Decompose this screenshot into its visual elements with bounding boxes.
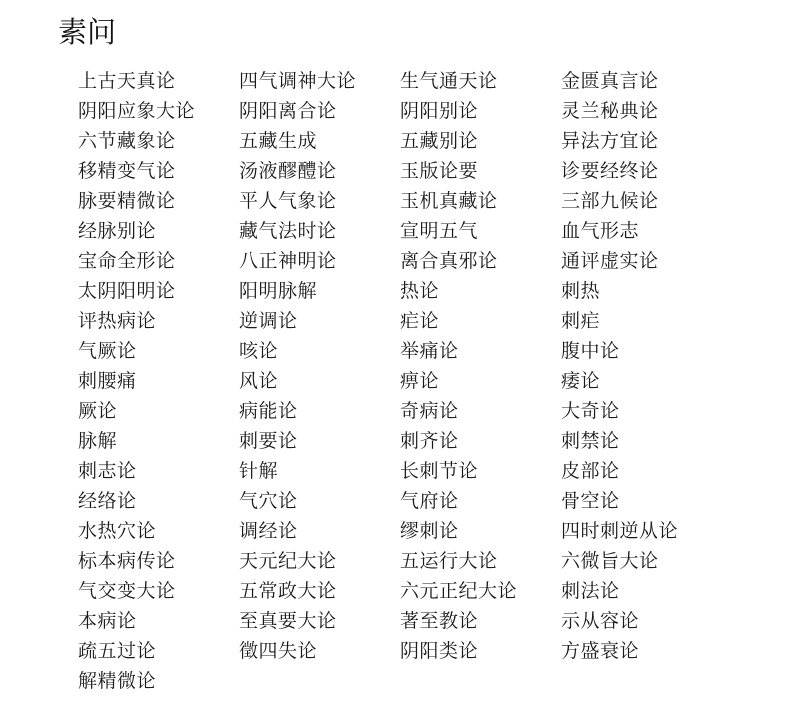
chapter-item: 移精变气论 [78,160,176,182]
chapter-item: 刺齐论 [400,430,459,452]
chapter-item: 长刺节论 [400,460,479,482]
chapter-item: 标本病传论 [78,550,176,572]
chapter-item: 调经论 [239,520,298,542]
chapter-item: 评热病论 [78,310,157,332]
chapter-item: 咳论 [239,340,279,362]
chapter-item: 异法方宜论 [561,130,659,152]
chapter-item: 经络论 [78,490,137,512]
chapter-item: 解精微论 [78,670,157,692]
chapter-item: 金匮真言论 [561,70,659,92]
chapter-item: 气府论 [400,490,459,512]
chapter-item: 针解 [239,460,279,482]
chapter-item: 宣明五气 [400,220,479,242]
chapter-item: 玉机真藏论 [400,190,498,212]
chapter-item: 诊要经终论 [561,160,659,182]
chapter-item: 阴阳类论 [400,640,479,662]
chapter-item: 灵兰秘典论 [561,100,659,122]
chapter-item: 脉解 [78,430,118,452]
chapter-item: 刺热 [561,280,601,302]
chapter-item: 六元正纪大论 [400,580,518,602]
chapter-item: 八正神明论 [239,250,337,272]
chapter-item: 平人气象论 [239,190,337,212]
chapter-item: 五运行大论 [400,550,498,572]
chapter-item: 刺法论 [561,580,620,602]
chapter-item: 病能论 [239,400,298,422]
chapter-item: 痹论 [400,370,440,392]
chapter-item: 皮部论 [561,460,620,482]
chapter-item: 生气通天论 [400,70,498,92]
chapter-item: 天元纪大论 [239,550,337,572]
chapter-list [78,66,722,696]
chapter-item: 阴阳别论 [400,100,479,122]
chapter-item: 刺志论 [78,460,137,482]
chapter-item: 阴阳应象大论 [78,100,196,122]
chapter-item: 逆调论 [239,310,298,332]
chapter-item: 举痛论 [400,340,459,362]
chapter-item: 徵四失论 [239,640,318,662]
chapter-item: 四气调神大论 [239,70,357,92]
chapter-item: 疏五过论 [78,640,157,662]
chapter-item: 示从容论 [561,610,640,632]
chapter-item: 刺禁论 [561,430,620,452]
chapter-item: 藏气法时论 [239,220,337,242]
chapter-item: 水热穴论 [78,520,157,542]
chapter-item: 刺腰痛 [78,370,137,392]
chapter-item: 骨空论 [561,490,620,512]
chapter-item: 疟论 [400,310,440,332]
chapter-item: 五藏别论 [400,130,479,152]
chapter-item: 著至教论 [400,610,479,632]
chapter-item: 通评虚实论 [561,250,659,272]
chapter-item: 至真要大论 [239,610,337,632]
chapter-item: 阴阳离合论 [239,100,337,122]
chapter-item: 刺要论 [239,430,298,452]
page-title: 素问 [58,15,117,49]
chapter-item: 血气形志 [561,220,640,242]
chapter-item: 经脉别论 [78,220,157,242]
chapter-item: 五藏生成 [239,130,318,152]
chapter-item: 大奇论 [561,400,620,422]
chapter-item: 奇病论 [400,400,459,422]
chapter-item: 六微旨大论 [561,550,659,572]
chapter-item: 缪刺论 [400,520,459,542]
chapter-item: 方盛衰论 [561,640,640,662]
chapter-item: 六节藏象论 [78,130,176,152]
chapter-item: 阳明脉解 [239,280,318,302]
chapter-item: 离合真邪论 [400,250,498,272]
chapter-item: 五常政大论 [239,580,337,602]
chapter-item: 刺疟 [561,310,601,332]
chapter-item: 宝命全形论 [78,250,176,272]
chapter-item: 玉版论要 [400,160,479,182]
chapter-item: 上古天真论 [78,70,176,92]
chapter-item: 脉要精微论 [78,190,176,212]
chapter-item: 痿论 [561,370,601,392]
chapter-item: 四时刺逆从论 [561,520,679,542]
chapter-item: 气厥论 [78,340,137,362]
chapter-item: 热论 [400,280,440,302]
chapter-item: 本病论 [78,610,137,632]
chapter-item: 太阴阳明论 [78,280,176,302]
chapter-item: 腹中论 [561,340,620,362]
chapter-item: 汤液醪醴论 [239,160,337,182]
chapter-item: 气穴论 [239,490,298,512]
chapter-item: 风论 [239,370,279,392]
chapter-item: 气交变大论 [78,580,176,602]
chapter-item: 厥论 [78,400,118,422]
chapter-item: 三部九候论 [561,190,659,212]
